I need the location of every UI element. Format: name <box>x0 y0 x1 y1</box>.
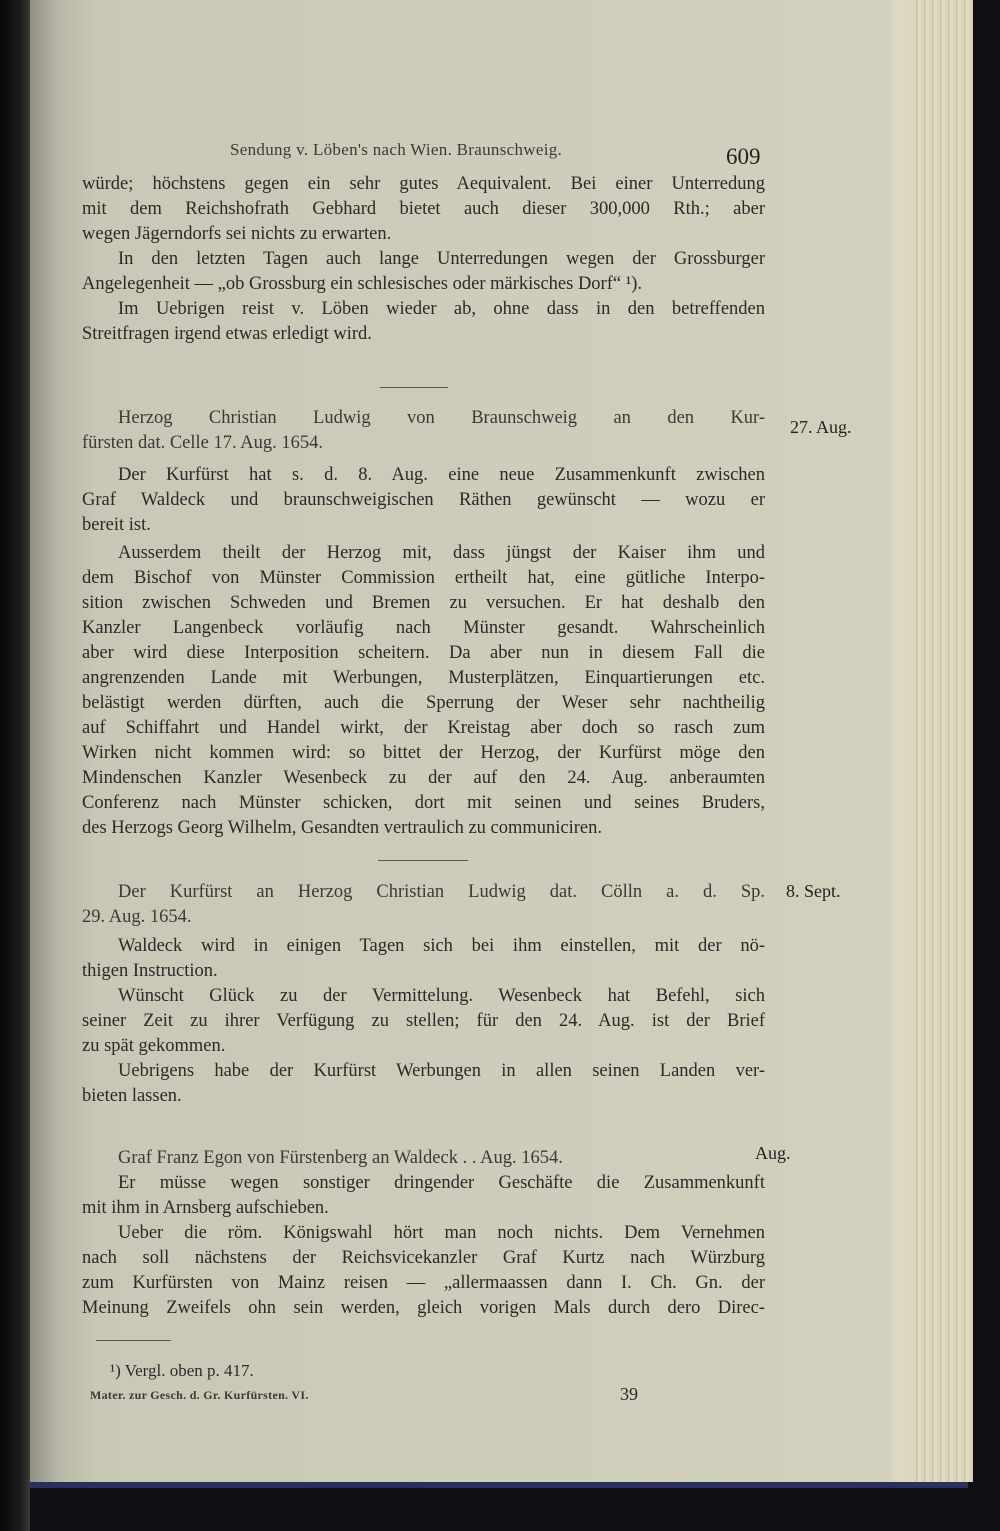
text-line: thigen Instruction. <box>82 961 218 981</box>
text-line: seiner Zeit zu ihrer Verfügung zu stellen; für den 24. Aug. ist der Brief <box>82 1011 765 1031</box>
text-line: dem Bischof von Münster Commission ertheilt hat, eine gütliche Interpo- <box>82 568 765 588</box>
section-divider <box>380 387 448 388</box>
signature-mark: Mater. zur Gesch. d. Gr. Kurfürsten. VI. <box>90 1388 309 1402</box>
text-line: Meinung Zweifels ohn sein werden, gleich vorigen Mals durch dero Direc- <box>82 1298 765 1318</box>
text-line: angrenzenden Lande mit Werbungen, Musterplätzen, Einquartierungen etc. <box>82 668 765 688</box>
text-line: mit dem Reichshofrath Gebhard bietet auch dieser 300,000 Rth.; aber <box>82 199 765 219</box>
text-line: Waldeck wird in einigen Tagen sich bei ihm einstellen, mit der nö- <box>118 936 765 956</box>
signature-number: 39 <box>620 1384 638 1404</box>
text-line: wegen Jägerndorfs sei nichts zu erwarten. <box>82 224 392 244</box>
text-line: Conferenz nach Münster schicken, dort mit seinen und seines Bruders, <box>82 793 765 813</box>
margin-date: Aug. <box>755 1143 791 1163</box>
section-divider <box>378 860 468 861</box>
text-line: belästigt werden dürften, auch die Sperrung der Weser sehr nachtheilig <box>82 693 765 713</box>
text-line: Angelegenheit — „ob Grossburg ein schlesisches oder märkisches Dorf“ ¹). <box>82 274 643 294</box>
margin-date: 8. Sept. <box>786 881 841 901</box>
text-line: Streitfragen irgend etwas erledigt wird. <box>82 324 372 344</box>
text-line: auf Schiffahrt und Handel wirkt, der Kreistag aber doch so rasch zum <box>82 718 765 738</box>
text-line: Wirken nicht kommen wird: so bittet der Herzog, der Kurfürst möge den <box>82 743 765 763</box>
text-line: Wünscht Glück zu der Vermittelung. Wesenbeck hat Befehl, sich <box>118 986 765 1006</box>
entry-heading-line: 29. Aug. 1654. <box>82 907 192 927</box>
text-line: Kanzler Langenbeck vorläufig nach Münster gesandt. Wahrscheinlich <box>82 618 765 638</box>
text-line: Uebrigens habe der Kurfürst Werbungen in allen seinen Landen ver- <box>118 1061 765 1081</box>
entry-heading-line: Herzog Christian Ludwig von Braunschweig an den Kur- <box>118 408 765 428</box>
footnote: ¹) Vergl. oben p. 417. <box>110 1361 254 1380</box>
entry-heading-line: Der Kurfürst an Herzog Christian Ludwig dat. Cölln a. d. Sp. <box>118 882 765 902</box>
text-line: sition zwischen Schweden und Bremen zu versuchen. Er hat deshalb den <box>82 593 765 613</box>
text-line: zum Kurfürsten von Mainz reisen — „allermaassen dann I. Ch. Gn. der <box>82 1273 765 1293</box>
footnote-rule <box>96 1340 171 1341</box>
text-line: Er müsse wegen sonstiger dringender Geschäfte die Zusammenkunft <box>118 1173 765 1193</box>
text-line: aber wird diese Interposition scheitern. Da aber nun in diesem Fall die <box>82 643 765 663</box>
text-line: bereit ist. <box>82 515 151 535</box>
text-line: Ausserdem theilt der Herzog mit, dass jüngst der Kaiser ihm und <box>118 543 765 563</box>
page-number: 609 <box>726 144 761 169</box>
text-line: Mindenschen Kanzler Wesenbeck zu der auf den 24. Aug. anberaumten <box>82 768 765 788</box>
text-line: Im Uebrigen reist v. Löben wieder ab, ohne dass in den betreffenden <box>118 299 765 319</box>
text-line: des Herzogs Georg Wilhelm, Gesandten vertraulich zu communiciren. <box>82 818 603 838</box>
text-line: Der Kurfürst hat s. d. 8. Aug. eine neue Zusammenkunft zwischen <box>118 465 765 485</box>
text-line: Graf Waldeck und braunschweigischen Räthen gewünscht — wozu er <box>82 490 765 510</box>
entry-heading-line: fürsten dat. Celle 17. Aug. 1654. <box>82 433 323 453</box>
gutter-shadow <box>0 0 30 1531</box>
running-title: Sendung v. Löben's nach Wien. Braunschweig. <box>230 140 563 159</box>
text-line: Ueber die röm. Königswahl hört man noch nichts. Dem Vernehmen <box>118 1223 765 1243</box>
entry-heading-line: Graf Franz Egon von Fürstenberg an Waldeck . . Aug. 1654. <box>118 1148 563 1168</box>
text-line: nach soll nächstens der Reichsvicekanzler Graf Kurtz nach Würzburg <box>82 1248 765 1268</box>
text-line: bieten lassen. <box>82 1086 182 1106</box>
text-line: In den letzten Tagen auch lange Unterredungen wegen der Grossburger <box>118 249 765 269</box>
text-line: mit ihm in Arnsberg aufschieben. <box>82 1198 329 1218</box>
text-line: zu spät gekommen. <box>82 1036 226 1056</box>
margin-date: 27. Aug. <box>790 417 852 437</box>
text-line: würde; höchstens gegen ein sehr gutes Aequivalent. Bei einer Unterredung <box>82 174 765 194</box>
page-edges <box>913 0 973 1482</box>
